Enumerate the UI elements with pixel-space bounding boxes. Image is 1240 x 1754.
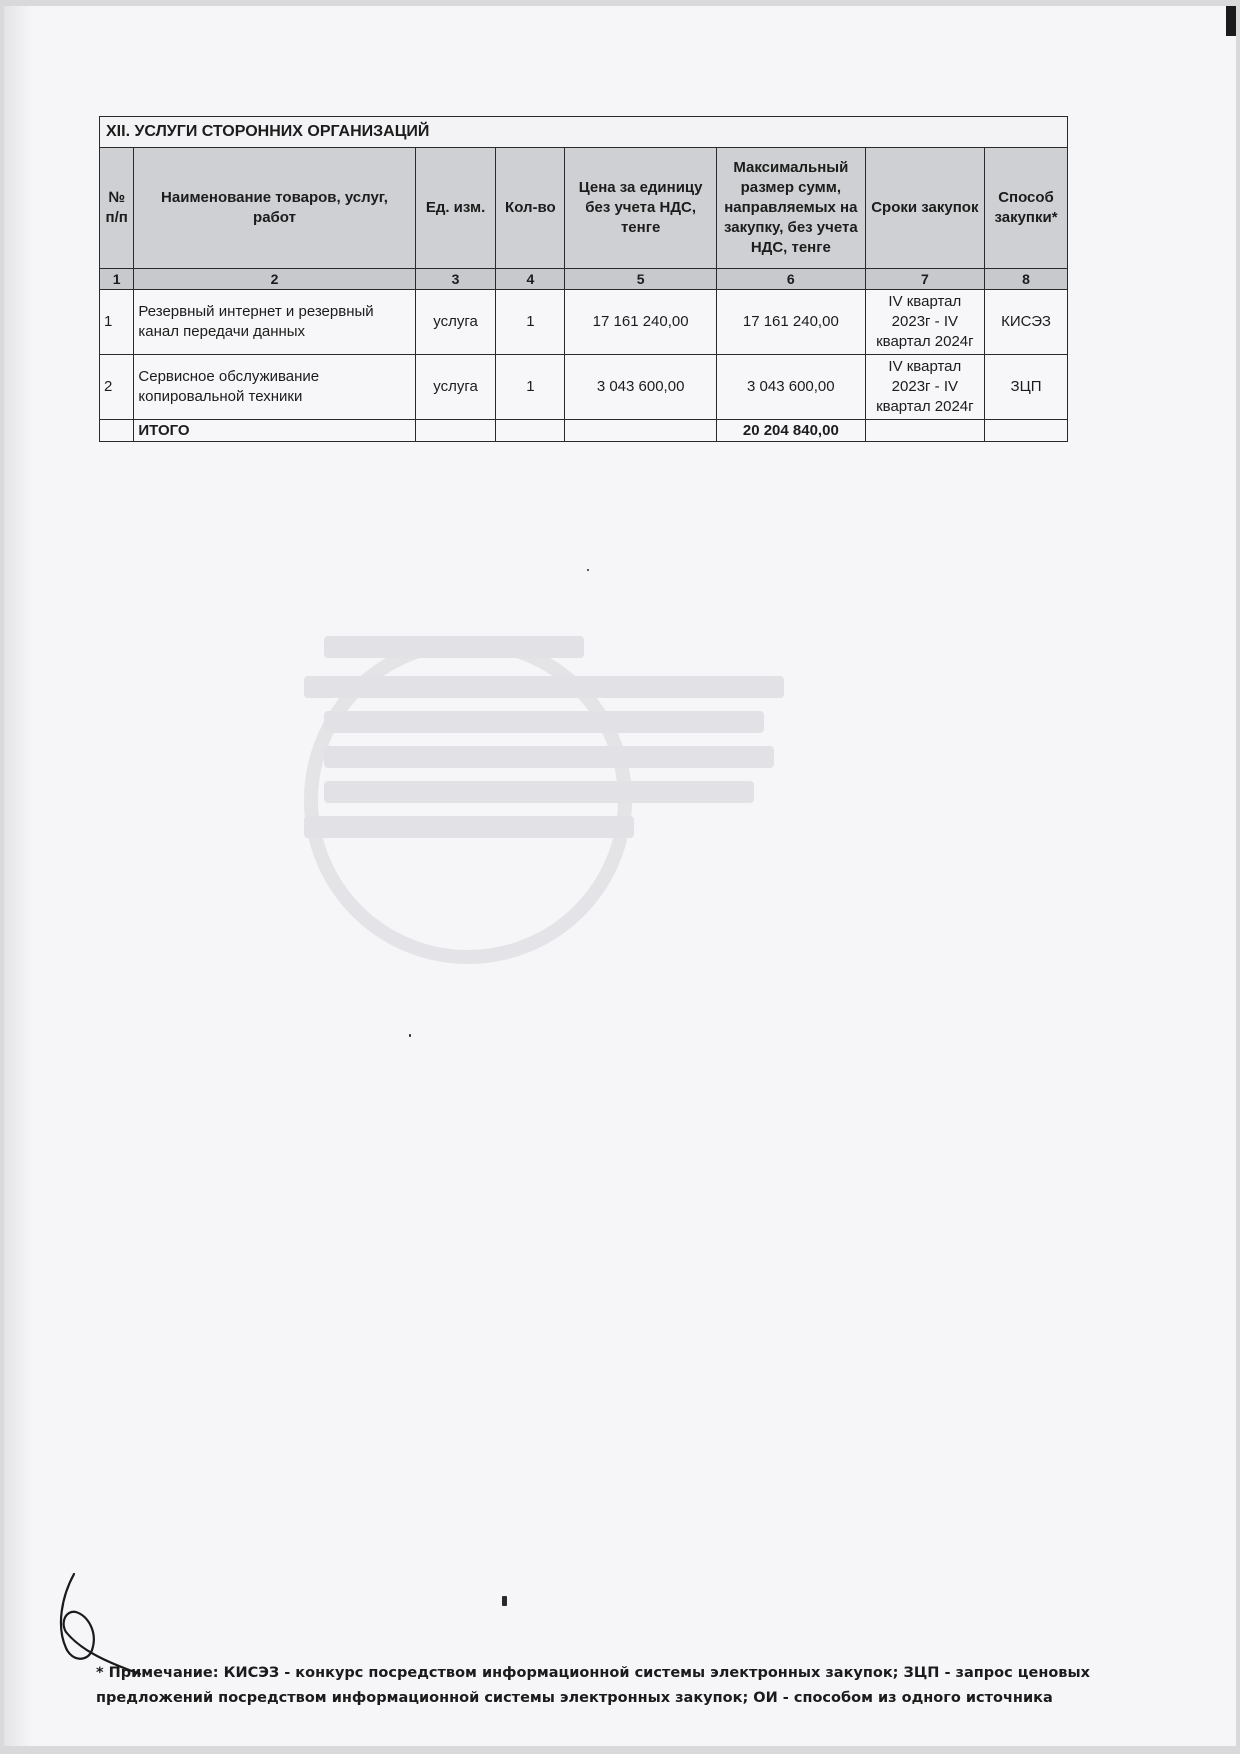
cell-unit: услуга (415, 355, 496, 420)
cell-empty (985, 420, 1068, 442)
col-header-period: Сроки закупок (865, 148, 984, 269)
cell-name: Сервисное обслуживание копировальной техники (134, 355, 415, 420)
scan-speck (587, 569, 589, 571)
table-row (100, 290, 1068, 355)
col-number: 8 (985, 269, 1068, 290)
cell-max-sum: 3 043 600,00 (716, 355, 865, 420)
cell-max-sum: 17 161 240,00 (716, 290, 865, 355)
col-number: 7 (865, 269, 984, 290)
col-number: 6 (716, 269, 865, 290)
cell-name: Резервный интернет и резервный канал передачи данных (134, 290, 415, 355)
cell-empty (565, 420, 717, 442)
total-label: ИТОГО (134, 420, 415, 442)
table-row (100, 355, 1068, 420)
procurement-table (99, 116, 1068, 442)
faded-stamp-imprint (244, 606, 864, 986)
col-header-method: Способ закупки* (985, 148, 1068, 269)
cell-empty (415, 420, 496, 442)
cell-empty (865, 420, 984, 442)
document-page (4, 6, 1236, 1746)
col-header-max-sum: Максимальный размер сумм, направляемых на закупку, без учета НДС, тенге (716, 148, 865, 269)
handwritten-signature (52, 1566, 142, 1676)
cell-empty (496, 420, 565, 442)
cell-num: 2 (100, 355, 134, 420)
col-number: 2 (134, 269, 415, 290)
cell-period: IV квартал 2023г - IV квартал 2024г (865, 355, 984, 420)
col-number: 4 (496, 269, 565, 290)
col-number: 3 (415, 269, 496, 290)
cell-price: 3 043 600,00 (565, 355, 717, 420)
cell-method: ЗЦП (985, 355, 1068, 420)
cell-unit: услуга (415, 290, 496, 355)
cell-qty: 1 (496, 290, 565, 355)
total-value: 20 204 840,00 (716, 420, 865, 442)
col-header-num: № п/п (100, 148, 134, 269)
scan-speck (409, 1034, 411, 1037)
scan-shadow (4, 6, 32, 1746)
col-number: 1 (100, 269, 134, 290)
col-header-name: Наименование товаров, услуг, работ (134, 148, 415, 269)
col-number: 5 (565, 269, 717, 290)
cell-period: IV квартал 2023г - IV квартал 2024г (865, 290, 984, 355)
cell-qty: 1 (496, 355, 565, 420)
scan-edge-mark (1226, 6, 1236, 36)
scan-speck (502, 1596, 507, 1606)
cell-price: 17 161 240,00 (565, 290, 717, 355)
cell-empty (100, 420, 134, 442)
col-header-unit: Ед. изм. (415, 148, 496, 269)
cell-num: 1 (100, 290, 134, 355)
cell-method: КИСЭЗ (985, 290, 1068, 355)
col-header-price: Цена за единицу без учета НДС, тенге (565, 148, 717, 269)
section-title: XII. УСЛУГИ СТОРОННИХ ОРГАНИЗАЦИЙ (100, 117, 1068, 148)
footnote: * Примечание: КИСЭЗ - конкурс посредством информационной системы электронных закупок; ЗЦП - запрос ценовых предложений посредством информационной системы электронных закупок; ОИ - способом из одного источника (96, 1665, 1090, 1706)
total-row (100, 420, 1068, 442)
col-header-qty: Кол-во (496, 148, 565, 269)
